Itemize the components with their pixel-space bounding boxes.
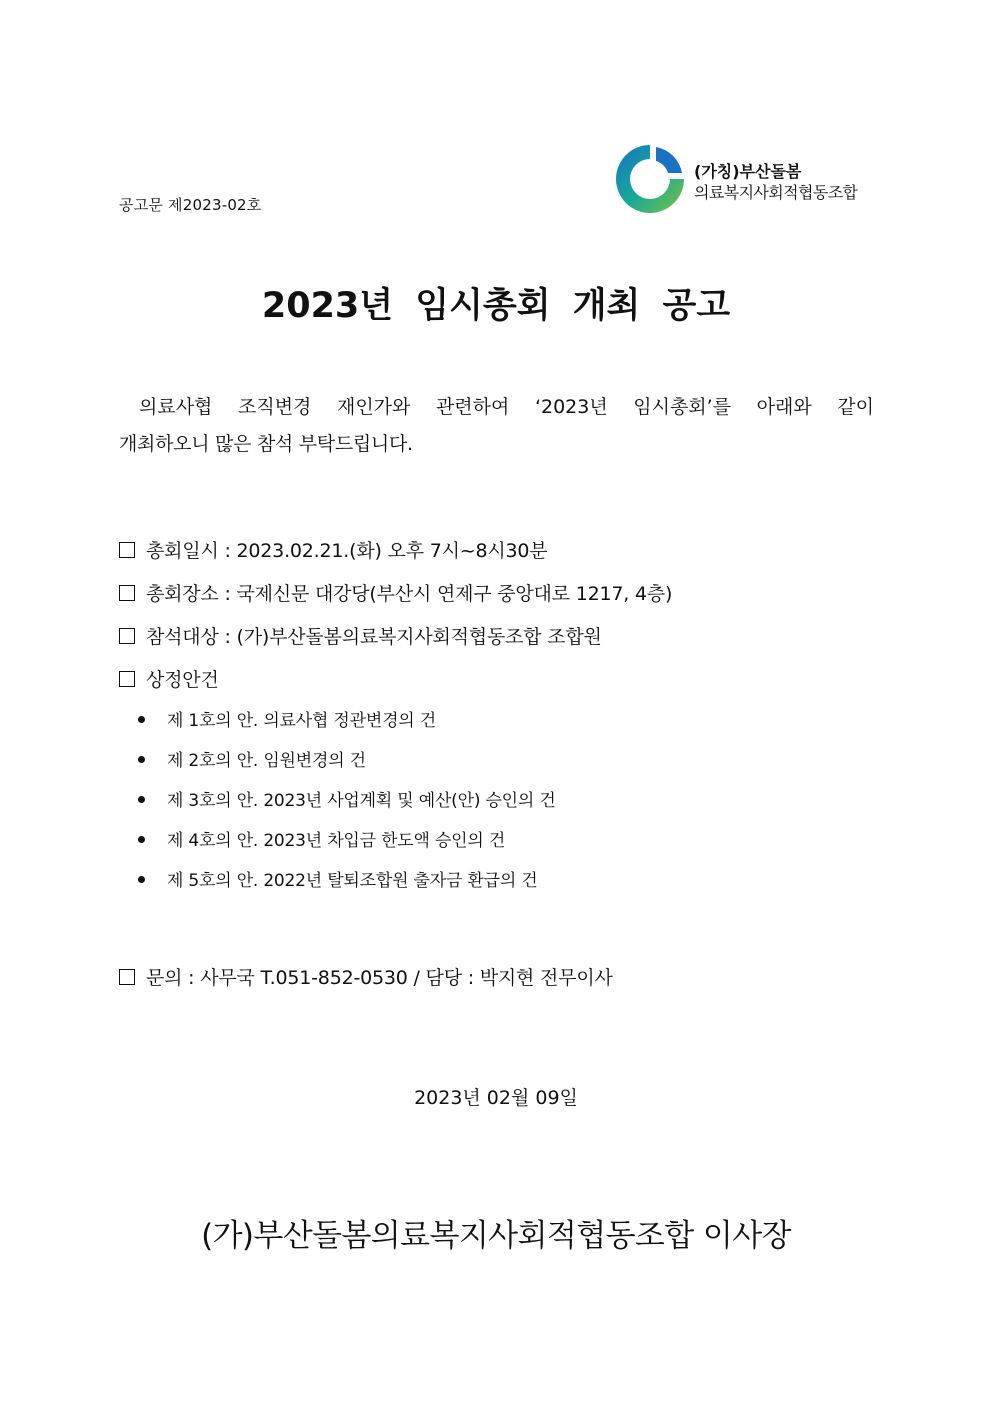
contact-info: [119, 963, 613, 990]
intro-word: 관련하여: [435, 396, 510, 418]
intro-word: 조직변경: [237, 396, 312, 418]
info-item-attendees: 참석대상 : (가)부산돌봄의료복지사회적협동조합 조합원: [119, 619, 672, 662]
intro-word: ‘2023년: [534, 396, 608, 418]
intro-line2: 개최하오니 많은 참석 부탁드립니다.: [119, 433, 413, 455]
checkbox-square-icon: [119, 969, 135, 985]
agenda-list: [138, 703, 556, 903]
intro-word: 재인가와: [336, 396, 411, 418]
info-value: 국제신문 대강당(부산시 연제구 중앙대로 1217, 4층): [236, 583, 673, 605]
agenda-item: [138, 743, 556, 783]
signature-line: (가)부산돌봄의료복지사회적협동조합 이사장: [201, 1218, 791, 1254]
agenda-text: 제 1호의 안. 의료사협 정관변경의 건: [167, 711, 436, 731]
logo-mark-icon: [612, 141, 688, 217]
notice-number: 공고문 제2023-02호: [119, 196, 262, 214]
agenda-item: [138, 863, 556, 903]
agenda-item: [138, 823, 556, 863]
agenda-item: [138, 783, 556, 823]
info-label: 상정안건: [146, 669, 219, 691]
bullet-icon: [138, 716, 145, 723]
info-item-agenda: [119, 662, 672, 705]
bullet-icon: [138, 796, 145, 803]
info-value: 2023.02.21.(화) 오후 7시~8시30분: [236, 540, 548, 562]
bullet-icon: [138, 836, 145, 843]
bullet-icon: [138, 756, 145, 763]
bullet-icon: [138, 876, 145, 883]
agenda-text: 제 2호의 안. 임원변경의 건: [167, 751, 366, 771]
agenda-text: 제 5호의 안. 2022년 탈퇴조합원 출자금 환급의 건: [167, 871, 538, 891]
info-list: [119, 533, 672, 705]
checkbox-square-icon: [119, 628, 135, 644]
intro-word: 같이: [837, 396, 874, 418]
info-item-date: 총회일시 : 2023.02.21.(화) 오후 7시~8시30분: [119, 533, 672, 576]
logo-line2: 의료복지사회적협동조합: [694, 183, 858, 202]
intro-word: 아래와: [756, 396, 812, 418]
agenda-item: [138, 703, 556, 743]
info-item-venue: 총회장소 : 국제신문 대강당(부산시 연제구 중앙대로 1217, 4층): [119, 576, 672, 619]
logo-text: [694, 161, 857, 203]
checkbox-square-icon: [119, 542, 135, 558]
info-label: 총회일시: [146, 540, 219, 562]
intro-paragraph: [119, 389, 874, 463]
intro-word: 임시총회’를: [633, 396, 732, 418]
agenda-text: 제 3호의 안. 2023년 사업계획 및 예산(안) 승인의 건: [167, 791, 556, 811]
agenda-text: 제 4호의 안. 2023년 차입금 한도액 승인의 건: [167, 831, 506, 851]
page-title: 2023년 임시총회 개최 공고: [261, 286, 731, 326]
intro-word: 의료사협: [139, 396, 213, 418]
organization-logo: [612, 141, 882, 217]
info-label: 총회장소: [146, 583, 219, 605]
info-value: (가)부산돌봄의료복지사회적협동조합 조합원: [236, 626, 602, 648]
contact-text: 문의 : 사무국 T.051-852-0530 / 담당 : 박지현 전무이사: [146, 967, 613, 989]
checkbox-square-icon: [119, 671, 135, 687]
logo-line1: (가칭)부산돌봄: [694, 162, 802, 181]
intro-line1: [119, 389, 874, 426]
notice-date: 2023년 02월 09일: [414, 1087, 578, 1109]
info-label: 참석대상: [146, 626, 219, 648]
checkbox-square-icon: [119, 585, 135, 601]
